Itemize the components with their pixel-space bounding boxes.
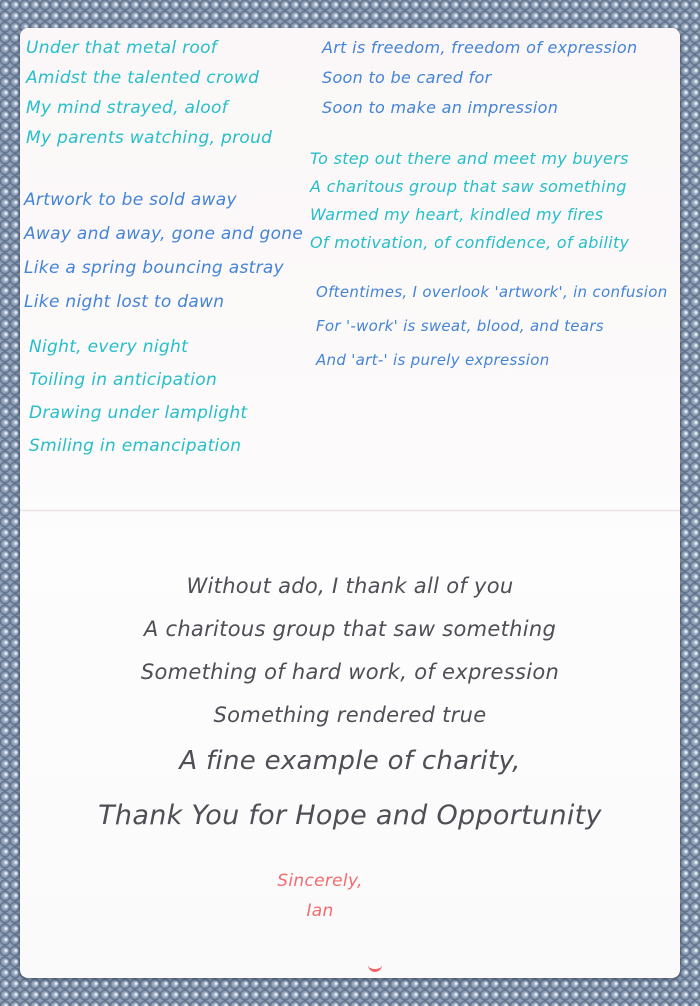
message-line: Thank You for Hope and Opportunity	[98, 800, 602, 831]
poem-line: For '-work' is sweat, blood, and tears	[316, 317, 604, 335]
poem-line: Soon to be cared for	[322, 68, 492, 87]
signature-block	[255, 866, 385, 926]
signature-closing: Sincerely,	[277, 871, 363, 891]
poem-line: Warmed my heart, kindled my fires	[310, 205, 604, 224]
message-line: A charitous group that saw something	[143, 617, 557, 641]
poem-line: Artwork to be sold away	[24, 190, 237, 210]
message-line: Something rendered true	[213, 703, 487, 727]
poem-line: Smiling in emancipation	[29, 436, 242, 456]
poem-line: Under that metal roof	[26, 38, 218, 58]
poem-line: To step out there and meet my buyers	[310, 149, 629, 168]
poem-stanza-left-2	[24, 183, 303, 319]
poem-stanza-right-1	[322, 33, 637, 123]
thank-you-message	[20, 574, 680, 850]
poem-stanza-left-1	[26, 33, 272, 153]
poem-stanza-left-3	[29, 331, 247, 463]
poem-line: Art is freedom, freedom of expression	[322, 38, 638, 57]
poem-line: Away and away, gone and gone	[24, 224, 304, 244]
poem-line: Like a spring bouncing astray	[24, 258, 284, 278]
poem-line: And 'art-' is purely expression	[316, 351, 550, 369]
poem-line: Drawing under lamplight	[29, 403, 248, 423]
poem-line: My parents watching, proud	[26, 128, 273, 148]
paper-fold-crease	[20, 509, 680, 512]
letter-paper	[20, 28, 680, 978]
poem-line: A charitous group that saw something	[310, 177, 627, 196]
poem-line: Amidst the talented crowd	[26, 68, 260, 88]
poem-line: Of motivation, of confidence, of ability	[310, 233, 630, 252]
poem-line: Oftentimes, I overlook 'artwork', in confusion	[316, 283, 668, 301]
message-line: A fine example of charity,	[179, 746, 521, 776]
poem-stanza-right-3	[316, 275, 668, 377]
message-line: Without ado, I thank all of you	[186, 574, 514, 598]
poem-line: Soon to make an impression	[322, 98, 559, 117]
signature-name: Ian	[306, 901, 334, 921]
poem-stanza-right-2	[310, 145, 629, 257]
poem-line: Night, every night	[29, 337, 189, 357]
message-line: Something of hard work, of expression	[140, 660, 560, 684]
red-pen-mark	[368, 964, 382, 972]
poem-line: My mind strayed, aloof	[26, 98, 228, 118]
poem-line: Toiling in anticipation	[29, 370, 218, 390]
poem-line: Like night lost to dawn	[24, 292, 225, 312]
